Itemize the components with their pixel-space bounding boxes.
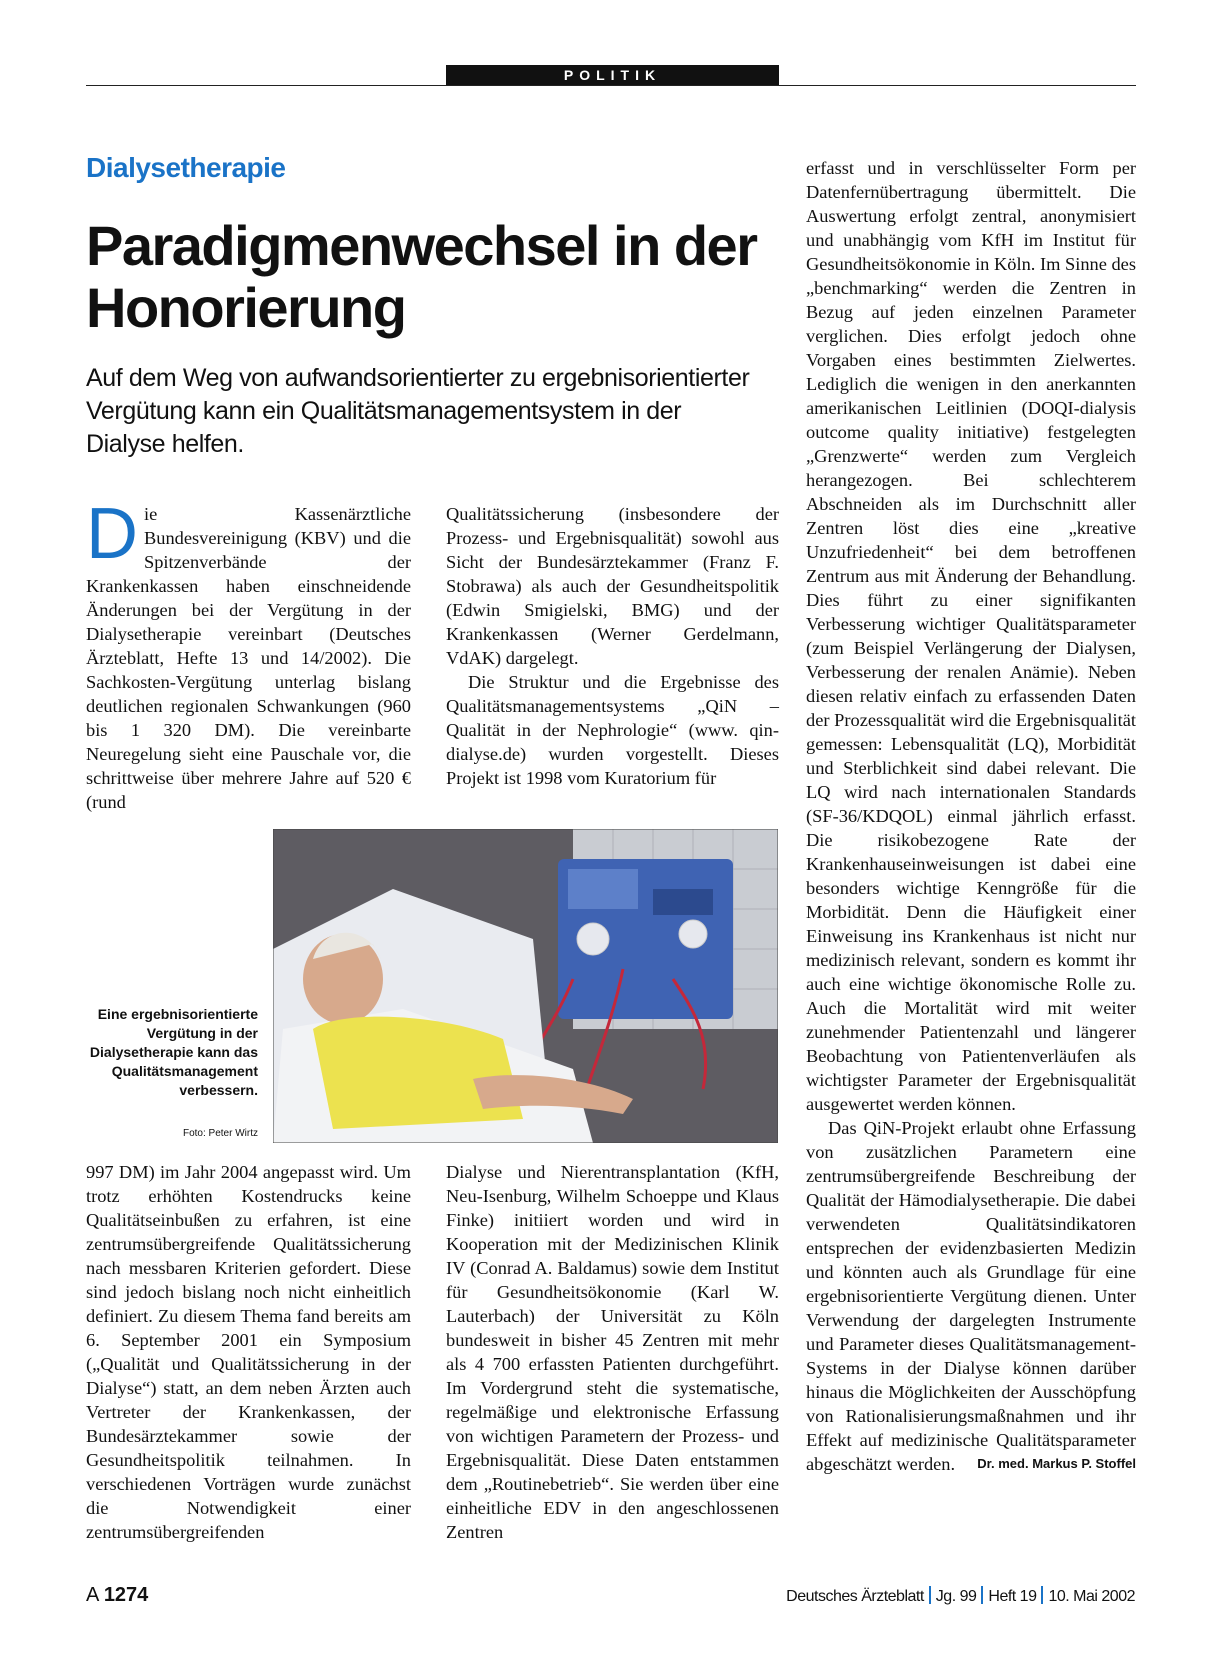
paragraph: Das QiN-Projekt erlaubt ohne Erfassung von zusätzlichen Parametern eine zentrumsübergreifende Beschreibung der Qualität der Hämodialysetherapie. Die dabei verwendeten Qualitätsindikatoren entsprechen der evidenzbasierten Medizin und könnten auch als Grundlage für eine ergebnisorientierte Vergütung dienen. Unter Verwendung der dargelegten Instrumente und Parameter dieses Qualitätsmanagement-Systems in der Dialyse können darüber hinaus die Möglichkeiten der Ausschöpfung von Rationalisierungsmaßnahmen und ihr Effekt auf medizinische Qualitätsparameter abgeschätzt werden. bbox=[806, 1118, 1136, 1474]
column-2-top bbox=[446, 502, 779, 790]
column-2-bottom bbox=[446, 1160, 779, 1544]
paragraph: Qualitätssicherung (insbesondere der Prozess- und Ergebnisqualität) sowohl aus Sicht der Bundesärztekammer (Franz F. Stobrawa) als auch der Gesundheitspolitik (Edwin Smigielski, BMG) und der Krankenkassen (Werner Gerdelmann, VdAK) dargelegt. bbox=[446, 504, 779, 668]
body-text: ie Kassenärztliche Bundesvereinigung (KBV) und die Spitzenverbände der Krankenkassen haben einschneidende Änderungen bei der Vergütung in der Dialysetherapie vereinbart (Deutsches Ärzteblatt, Hefte 13 und 14/2002). Die Sachkosten-Vergütung unterlag bislang deutlichen regionalen Schwankungen (960 bis 1 320 DM). Die vereinbarte Neuregelung sieht eine Pauschale vor, die schrittweise über mehrere Jahre auf 520 € (rund bbox=[86, 504, 411, 812]
headline: Paradigmenwechsel in der Honorierung bbox=[86, 214, 757, 339]
column-1-bottom bbox=[86, 1160, 411, 1544]
author-byline: Dr. med. Markus P. Stoffel bbox=[977, 1456, 1136, 1471]
page-number bbox=[86, 1583, 148, 1607]
column-3 bbox=[806, 156, 1136, 1476]
kicker: Dialysetherapie bbox=[86, 152, 286, 183]
journal-name: Deutsches Ärzteblatt bbox=[786, 1588, 924, 1605]
drop-cap: D bbox=[86, 494, 138, 574]
paragraph: 997 DM) im Jahr 2004 angepasst wird. Um trotz erhöhten Kostendrucks keine Qualitätseinbußen zu erfahren, ist eine zentrumsübergreifende Qualitätssicherung nach messbaren Kriterien gefordert. Diese sind jedoch bislang noch nicht einheitlich definiert. Zu diesem Thema fand bereits am 6. September 2001 ein Symposium („Qualität und Qualitätssicherung in der Dialyse“) statt, an dem neben Ärzten auch Vertreter der Krankenkassen, der Bundesärztekammer sowie der Gesundheitspolitik teilnahmen. In verschiedenen Vorträgen wurde zunächst die Notwendigkeit einer zentrumsübergreifenden bbox=[86, 1162, 411, 1542]
paragraph: Dialyse und Nierentransplantation (KfH, Neu-Isenburg, Wilhelm Schoeppe und Klaus Finke) initiiert worden und wird in Kooperation mit der Medizinischen Klinik IV (Conrad A. Baldamus) sowie dem Institut für Gesundheitsökonomie (Karl W. Lauterbach) der Universität zu Köln bundesweit in bisher 45 Zentren mit mehr als 4 700 erfassten Patienten durchgeführt. Im Vordergrund steht die systematische, regelmäßige und elektronische Erfassung von wichtigen Parametern der Prozess- und Ergebnisqualität. Diese Daten entstammen dem „Routinebetrieb“. Sie werden über eine einheitliche EDV in den angeschlossenen Zentren bbox=[446, 1162, 779, 1542]
section-label: POLITIK bbox=[446, 65, 779, 85]
journal-volume: Jg. 99 bbox=[935, 1588, 977, 1605]
header-rule bbox=[86, 85, 1136, 86]
paragraph: erfasst und in verschlüsselter Form per Datenfernübertragung übermittelt. Die Auswertung erfolgt zentral, anonymisiert und unabhängig vom KfH im Institut für Gesundheitsökonomie in Köln. Im Sinne des „benchmarking“ werden die Zentren in Bezug auf jeden einzelnen Parameter verglichen. Dies erfolgt jedoch ohne Vorgaben eines bestimmten Zielwertes. Lediglich die wenigen in den anerkannten amerikanischen Leitlinien (DOQI-dialysis outcome quality initiative) festgelegten „Grenzwerte“ werden zum Vergleich herangezogen. Bei schlechterem Abschneiden als im Durchschnitt aller Zentren löst dies eine „kreative Unzufriedenheit“ bei dem betroffenen Zentrum aus mit Änderung der Behandlung. Dies führt zu einer signifikanten Verbesserung wichtiger Qualitätsparameter (zum Beispiel Verlängerung der Dialysen, Verbesserung der renalen Anämie). Neben diesen relativ einfach zu erfassenden Daten der Prozessqualität wird die Ergebnisqualität gemessen: Lebensqualität (LQ), Morbidität und Sterblichkeit sind dabei relevant. Die LQ wird nach internationalen Standards (SF-36/KDQOL) einmal jährlich erfasst. Die risikobezogene Rate der Krankenhauseinweisungen ist dabei eine besonders wichtige Kenngröße für die Morbidität. Denn die Häufigkeit einer Einweisung ins Krankenhaus ist nicht nur medizinisch relevant, sondern es kommt ihr auch eine wichtige ökonomische Rolle zu. Auch die Mortalität wird mit weiter zunehmender Patientenzahl und längerer Beobachtung von Patientenverläufen als wichtigster Parameter der Ergebnisqualität ausgewertet werden können. bbox=[806, 158, 1136, 1114]
page-number-value: 1274 bbox=[103, 1584, 149, 1606]
journal-date: 10. Mai 2002 bbox=[1048, 1588, 1135, 1605]
dialysis-photo bbox=[273, 829, 778, 1143]
deck: Auf dem Weg von aufwandsorientierter zu ergebnisorientierter Vergütung kann ein Qualitätsmanagementsystem in der Dialyse helfen. bbox=[86, 364, 750, 458]
journal-footer bbox=[786, 1586, 1135, 1607]
paragraph: Die Struktur und die Ergebnisse des Qualitätsmanagementsystems „QiN – Qualität in der Nephrologie“ (www. qin-dialyse.de) wurden vorgestellt. Dieses Projekt ist 1998 vom Kuratorium für bbox=[446, 672, 779, 788]
page-prefix: A bbox=[86, 1584, 99, 1606]
journal-issue: Heft 19 bbox=[988, 1588, 1037, 1605]
photo-caption: Eine ergebnisorientierte Vergütung in der Dialysetherapie kann das Qualitätsmanagement verbessern. bbox=[89, 1006, 258, 1098]
column-1-top bbox=[86, 494, 411, 814]
photo-credit: Foto: Peter Wirtz bbox=[182, 1128, 258, 1139]
